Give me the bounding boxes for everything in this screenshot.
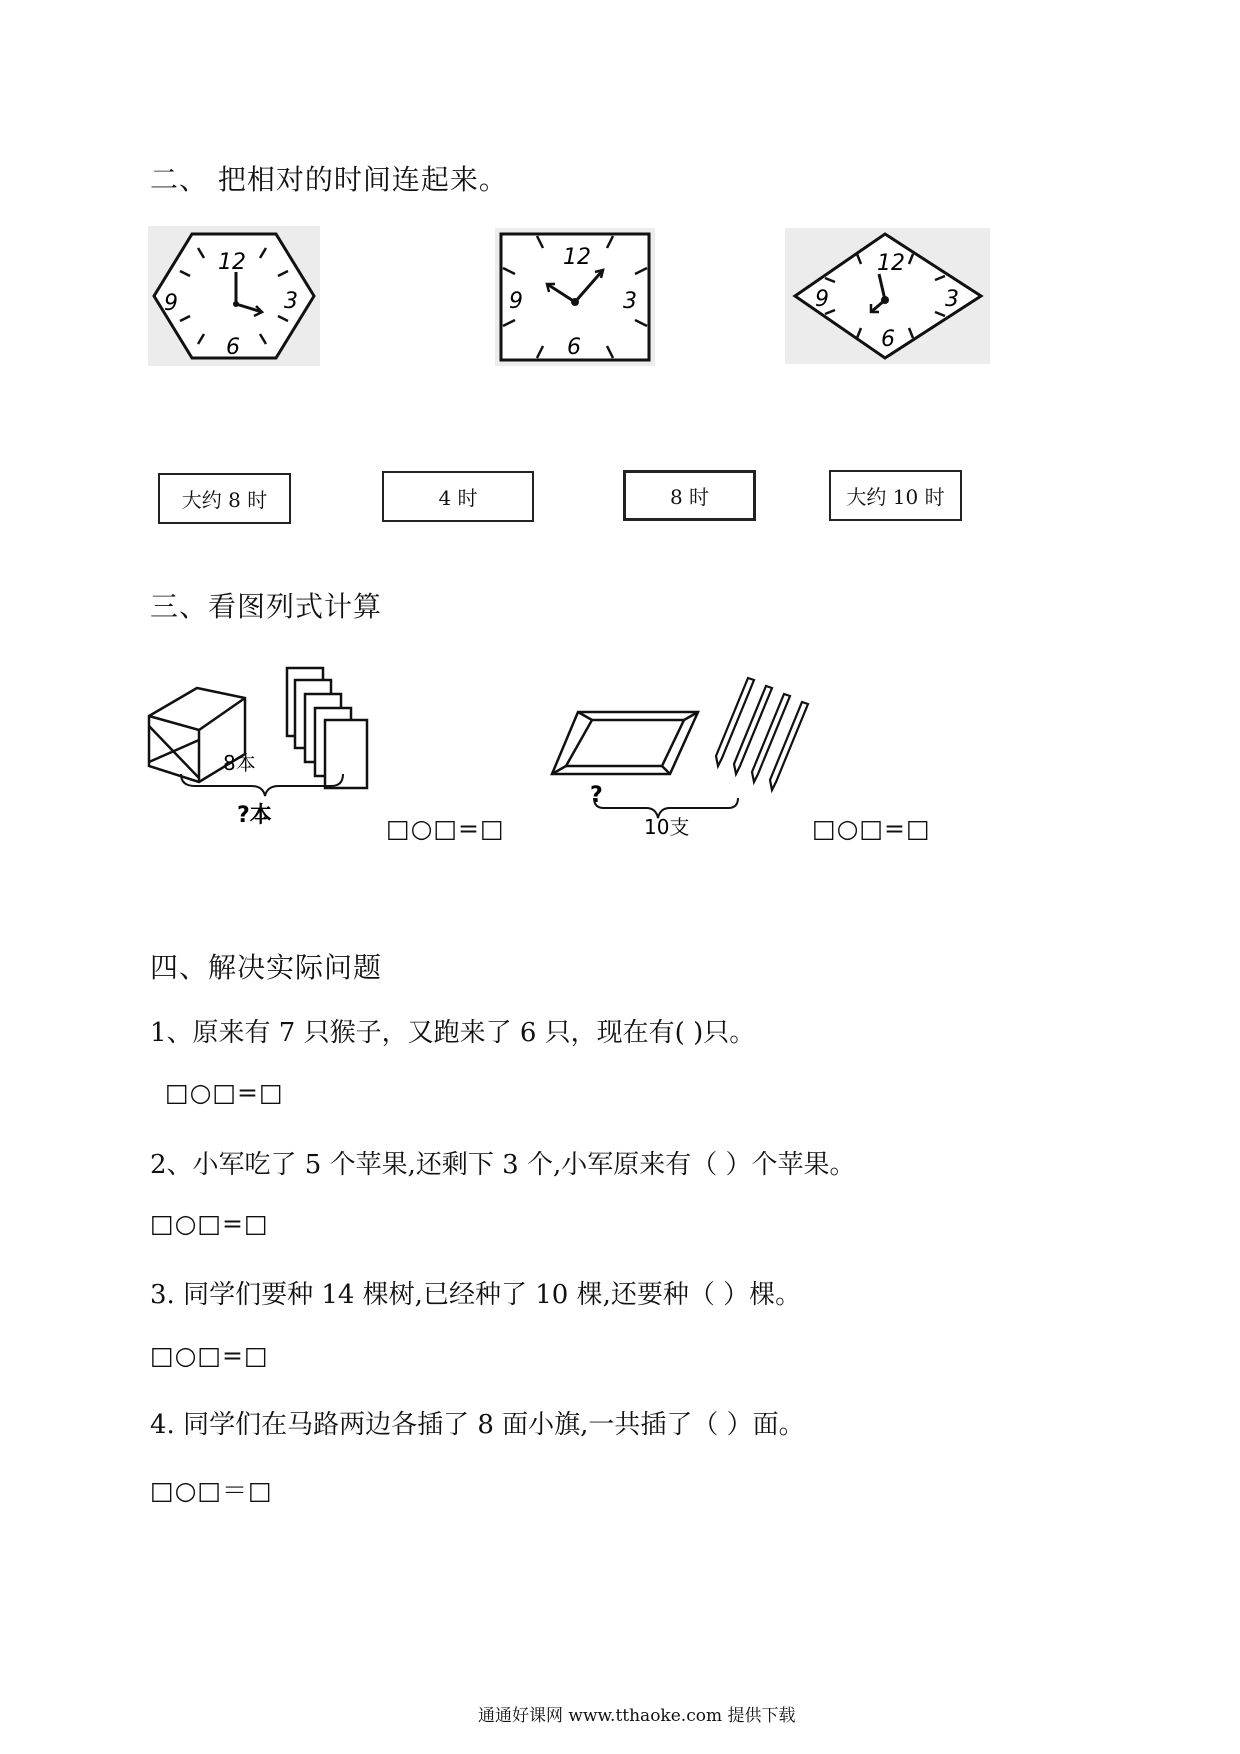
clock-numeral: 3	[945, 287, 959, 312]
section-4-title: 四、解决实际问题	[150, 951, 383, 984]
case-unknown-label: ?	[590, 783, 603, 808]
clock-numeral: 9	[815, 287, 829, 312]
clock-numeral: 3	[623, 289, 637, 314]
clock-numeral: 9	[509, 289, 523, 314]
section-3-title: 三、看图列式计算	[150, 590, 383, 623]
problem-3-text: 3. 同学们要种 14 棵树,已经种了 10 棵,还要种（ ）棵。	[150, 1280, 802, 1310]
clock-numeral: 6	[567, 335, 581, 360]
problem-2-text: 2、小军吃了 5 个苹果,还剩下 3 个,小军原来有（ ）个苹果。	[150, 1150, 856, 1180]
time-option-8[interactable]: 8 时	[623, 470, 756, 521]
books-unknown-label: ?本	[237, 803, 272, 828]
clock-numeral: 12	[218, 250, 246, 275]
problem-4-text: 4. 同学们在马路两边各插了 8 面小旗,一共插了（ ）面。	[150, 1410, 805, 1440]
clock-hexagon-image	[148, 226, 320, 366]
clock-square-image	[495, 228, 655, 366]
formula-blank-pic2[interactable]: □○□=□	[812, 814, 931, 843]
clock-numeral: 6	[881, 327, 895, 352]
time-option-about-8[interactable]: 大约 8 时	[158, 473, 291, 524]
time-option-4[interactable]: 4 时	[382, 471, 534, 522]
clock-numeral: 6	[226, 335, 240, 360]
formula-blank-pic1[interactable]: □○□=□	[386, 814, 505, 843]
footer-source: 通通好课网 www.tthaoke.com 提供下载	[478, 1706, 796, 1726]
clock-numeral: 12	[563, 245, 591, 270]
problem-1-text: 1、原来有 7 只猴子，又跑来了 6 只，现在有( )只。	[150, 1018, 756, 1048]
problem-2-formula[interactable]: □○□=□	[150, 1209, 269, 1238]
clock-numeral: 3	[284, 289, 298, 314]
clock-numeral: 12	[877, 251, 905, 276]
problem-1-formula[interactable]: □○□=□	[165, 1078, 284, 1107]
pencils-total-label: 10支	[644, 815, 690, 839]
clock-numeral: 9	[164, 291, 178, 316]
time-option-about-10[interactable]: 大约 10 时	[829, 470, 962, 521]
books-picture	[145, 662, 380, 834]
section-2-title: 二、 把相对的时间连起来。	[150, 163, 508, 196]
books-known-label: 8本	[223, 751, 256, 775]
problem-3-formula[interactable]: □○□=□	[150, 1341, 269, 1370]
clock-rhombus-image	[785, 228, 990, 364]
problem-4-formula[interactable]: □○□＝□	[150, 1476, 273, 1505]
pencils-picture	[548, 668, 810, 848]
